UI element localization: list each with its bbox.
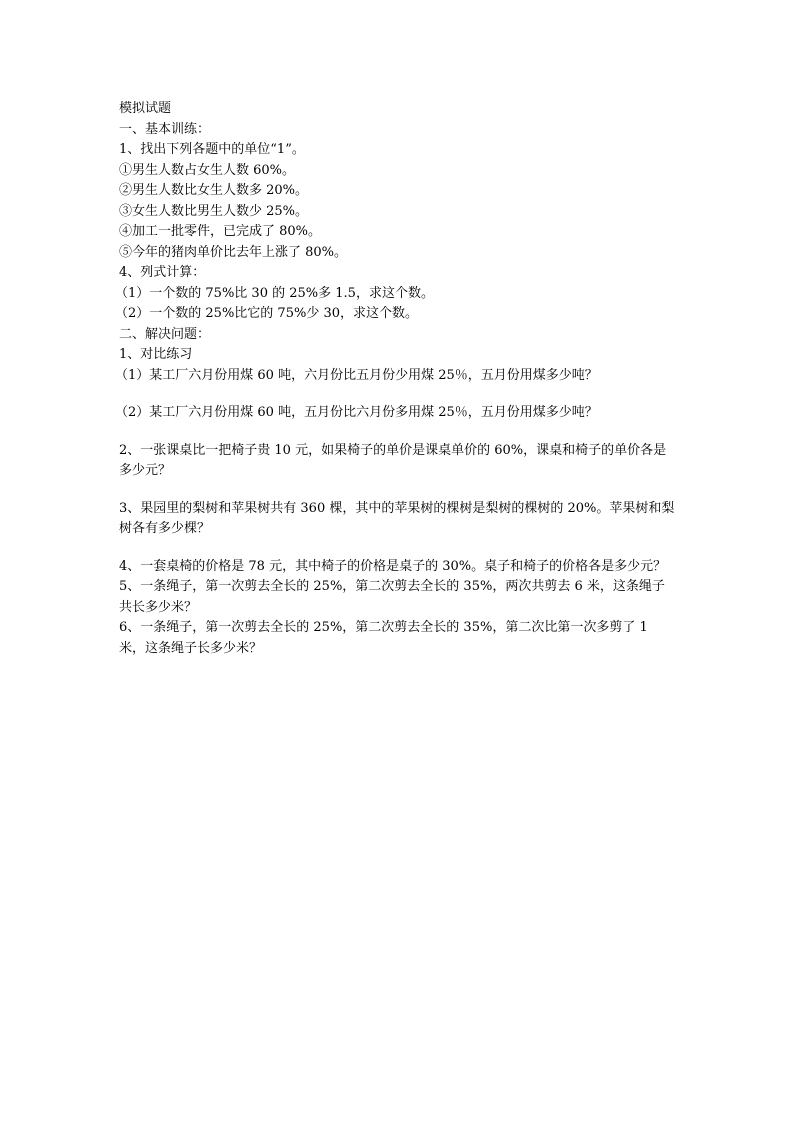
problem-4: 4、一套桌椅的价格是 78 元，其中椅子的价格是桌子的 30%。桌子和椅子的价格各是多少元？ [119,558,667,574]
p1-prompt: 1、对比练习 [119,347,193,362]
q4-prompt: 4、列式计算： [119,265,206,280]
problem-5: 5、一条绳子，第一次剪去全长的 25%，第二次剪去全长的 35%，两次共剪去 6 米，这条绳子共长多少米？ [119,579,665,615]
q1-item-3: ③女生人数比男生人数少 25%。 [119,203,309,219]
q1-item-5: ⑤今年的猪肉单价比去年上涨了 80%。 [119,244,348,260]
q1-prompt: 1、找出下列各题中的单位“1”。 [119,142,305,157]
q4-item-1: （1）一个数的 75%比 30 的 25%多 1.5，求这个数。 [115,285,434,301]
section2-heading: 二、解决问题： [119,326,211,342]
worksheet-title: 模拟试题 [119,101,172,116]
spacer [119,540,675,557]
q4-item-2: （2）一个数的 25%比它的 75%少 30，求这个数。 [115,306,418,321]
worksheet-page [115,99,675,659]
spacer [119,424,675,441]
q1-item-1: ①男生人数占女生人数 60%。 [119,162,296,178]
p1-item-2: （2）某工厂六月份用煤 60 吨，五月份比六月份多用煤 25％，五月份用煤多少吨？ [115,405,598,420]
problem-6: 6、一条绳子，第一次剪去全长的 25%，第二次剪去全长的 35%，第二次比第一次多剪了 1 米，这条绳子长多少米？ [119,620,648,656]
spacer [119,482,675,499]
section1-heading: 一、基本训练： [119,121,211,137]
problem-2: 2、一张课桌比一把椅子贵 10 元，如果椅子的单价是课桌单价的 60%，课桌和椅子的单价各是多少元？ [119,442,667,478]
q1-item-4: ④加工一批零件，已完成了 80%。 [119,224,322,239]
p1-item-1: （1）某工厂六月份用煤 60 吨，六月份比五月份少用煤 25％，五月份用煤多少吨？ [115,367,598,383]
spacer [119,386,675,403]
problem-3: 3、果园里的梨树和苹果树共有 360 棵，其中的苹果树的棵树是梨树的棵树的 20%。苹果树和梨树各有多少棵？ [119,500,675,536]
q1-item-2: ②男生人数比女生人数多 20%。 [119,183,309,198]
